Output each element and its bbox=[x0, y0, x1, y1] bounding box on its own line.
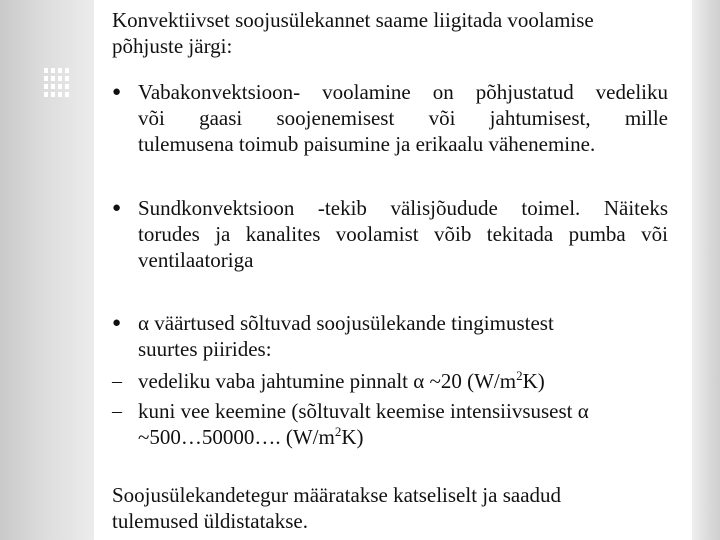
bullet-line: tulemusena toimub paisumine ja erikaalu vähenemine. bbox=[138, 132, 596, 156]
bullet-line: või gaasi soojenemisest või jahtumisest, mille bbox=[138, 106, 668, 130]
bullet-line: α väärtused sõltuvad soojusülekande tingimustest bbox=[138, 311, 554, 335]
subitem-text bbox=[138, 368, 668, 394]
subitem-line: kuni vee keemine (sõltuvalt keemise intensiivsusest α bbox=[138, 399, 589, 423]
superscript: 2 bbox=[516, 368, 523, 383]
intro-paragraph bbox=[112, 7, 672, 59]
subitem-unit: K) bbox=[341, 425, 364, 449]
bullet-line: torudes ja kanalites voolamist võib tekitada pumba või bbox=[138, 222, 668, 246]
bullet-icon: ● bbox=[112, 315, 122, 331]
bullet-line: ventilaatoriga bbox=[138, 248, 254, 272]
bullet-line: suurtes piirides: bbox=[138, 337, 272, 361]
footer-paragraph bbox=[112, 482, 672, 534]
grid-logo-icon bbox=[44, 68, 72, 98]
subitem-main: vedeliku vaba jahtumine pinnalt α ~20 (W/m bbox=[138, 369, 517, 393]
subitem-unit: K) bbox=[522, 369, 545, 393]
intro-line: Konvektiivset soojusülekannet saame liigitada voolamise bbox=[112, 8, 594, 32]
bullet-icon: ● bbox=[112, 84, 122, 100]
footer-line: Soojusülekandetegur määratakse katseliselt ja saadud bbox=[112, 483, 562, 507]
superscript: 2 bbox=[334, 424, 342, 439]
dash-icon: – bbox=[112, 400, 122, 422]
bullet-text bbox=[138, 310, 668, 362]
intro-line: põhjuste järgi: bbox=[112, 34, 233, 58]
right-decorative-band bbox=[692, 0, 720, 540]
bullet-line: Sundkonvektsioon -tekib välisjõudude toimel. Näiteks bbox=[138, 196, 668, 220]
subitem-text bbox=[138, 398, 668, 450]
footer-line: tulemused üldistatakse. bbox=[112, 509, 308, 533]
bullet-line: Vabakonvektsioon- voolamine on põhjustatud vedeliku bbox=[138, 80, 668, 104]
bullet-icon: ● bbox=[112, 200, 122, 216]
bullet-text bbox=[138, 79, 668, 157]
subitem-line bbox=[138, 424, 668, 450]
subitem-range: ~500…50000…. (W/m bbox=[138, 425, 335, 449]
dash-icon: – bbox=[112, 370, 122, 392]
bullet-text bbox=[138, 195, 668, 273]
